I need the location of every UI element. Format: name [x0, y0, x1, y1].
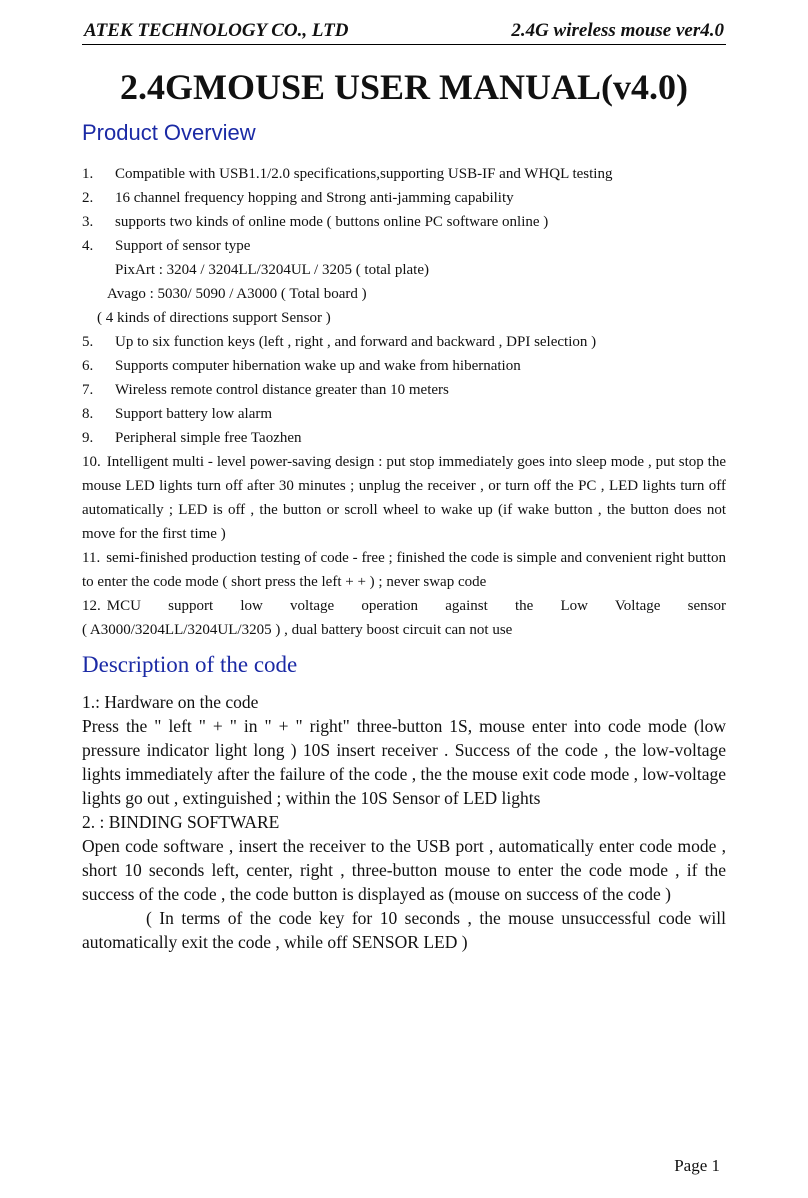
list-subitem: Avago : 5030/ 5090 / A3000 ( Total board ): [107, 286, 367, 302]
item-text: supports two kinds of online mode ( buttons online PC software online ): [115, 214, 549, 230]
item-text: semi-finished production testing of code - free ; finished the code is simple and convenient right button to enter the code mode ( short press the left + + ) ; never swap code: [82, 550, 726, 590]
paragraph-note: ( In terms of the code key for 10 seconds , the mouse unsuccessful code will automatically exit the code , while off SENSOR LED ): [82, 908, 726, 952]
item-text: Wireless remote control distance greater than 10 meters: [115, 382, 449, 398]
description-body: [82, 690, 726, 954]
list-item: [82, 426, 726, 450]
list-subitem: ( 4 kinds of directions support Sensor ): [97, 310, 331, 326]
item-number: 4.: [82, 238, 94, 254]
list-item: [82, 330, 726, 354]
page-header: [82, 18, 726, 45]
item-text: Supports computer hibernation wake up and wake from hibernation: [115, 358, 521, 374]
list-subitem: PixArt : 3204 / 3204LL/3204UL / 3205 ( total plate): [115, 262, 429, 278]
subsection-title-software: 2. : BINDING SOFTWARE: [82, 812, 280, 832]
section-heading-description: Description of the code: [82, 652, 298, 677]
item-text: Support of sensor type: [115, 238, 251, 254]
list-item: [82, 546, 726, 594]
list-item: [82, 354, 726, 378]
header-product: 2.4G wireless mouse ver4.0: [511, 20, 724, 41]
header-company: ATEK TECHNOLOGY CO., LTD: [84, 20, 349, 41]
item-text: Peripheral simple free Taozhen: [115, 430, 302, 446]
overview-list: [82, 162, 726, 642]
item-number: 6.: [82, 358, 94, 374]
item-number: 3.: [82, 214, 94, 230]
paragraph-software: Open code software , insert the receiver to the USB port , automatically enter code mode , short 10 seconds left, center, right , three-button mouse to enter the code mode , if the success of the code , the code button is displayed as (mouse on success of the code ): [82, 836, 726, 904]
item-number: 9.: [82, 430, 94, 446]
item-number: 5.: [82, 334, 94, 350]
item-number: 8.: [82, 406, 94, 422]
list-item: [82, 186, 726, 210]
subsection-title-hardware: 1.: Hardware on the code: [82, 692, 259, 712]
item-text: MCU support low voltage operation against the Low Voltage sensor: [106, 598, 726, 614]
item-text: Compatible with USB1.1/2.0 specifications,supporting USB-IF and WHQL testing: [115, 166, 613, 182]
item-number: 10.: [82, 454, 101, 470]
item-text: Up to six function keys (left , right , and forward and backward , DPI selection ): [115, 334, 597, 350]
item-number: 1.: [82, 166, 94, 182]
list-item: [82, 378, 726, 402]
list-item: [82, 162, 726, 186]
item-number: 12.: [82, 598, 101, 614]
item-number: 11.: [82, 550, 101, 566]
list-item: [82, 402, 726, 426]
list-item: [82, 234, 726, 258]
list-item: [82, 450, 726, 546]
item-text: 16 channel frequency hopping and Strong anti-jamming capability: [115, 190, 514, 206]
document-title: 2.4GMOUSE USER MANUAL(v4.0): [119, 67, 688, 107]
item-number: 2.: [82, 190, 94, 206]
list-item: [82, 210, 726, 234]
section-heading-overview: Product Overview: [82, 120, 256, 145]
item-number: 7.: [82, 382, 94, 398]
paragraph-hardware: Press the " left " + " in " + " right" three-button 1S, mouse enter into code mode (low pressure indicator light long ) 10S insert receiver . Success of the code , the low-voltage lights immediately after the failure of the code , the the mouse exit code mode , low-voltage lights go out , extinguished ; within the 10S Sensor of LED lights: [82, 716, 726, 808]
item-text: Support battery low alarm: [115, 406, 273, 422]
item-text: Intelligent multi - level power-saving design : put stop immediately goes into sleep mode , put stop the mouse LED lights turn off after 30 minutes ; unplug the receiver , or turn off the PC , LED lights turn off automatically ; LED is off , the button or scroll wheel to wake up (if wake button , the button does not move for the first time ): [82, 454, 726, 542]
page-number: Page 1: [674, 1156, 720, 1175]
list-item-continuation: ( A3000/3204LL/3204UL/3205 ) , dual battery boost circuit can not use: [82, 622, 513, 638]
list-item: [82, 594, 726, 618]
